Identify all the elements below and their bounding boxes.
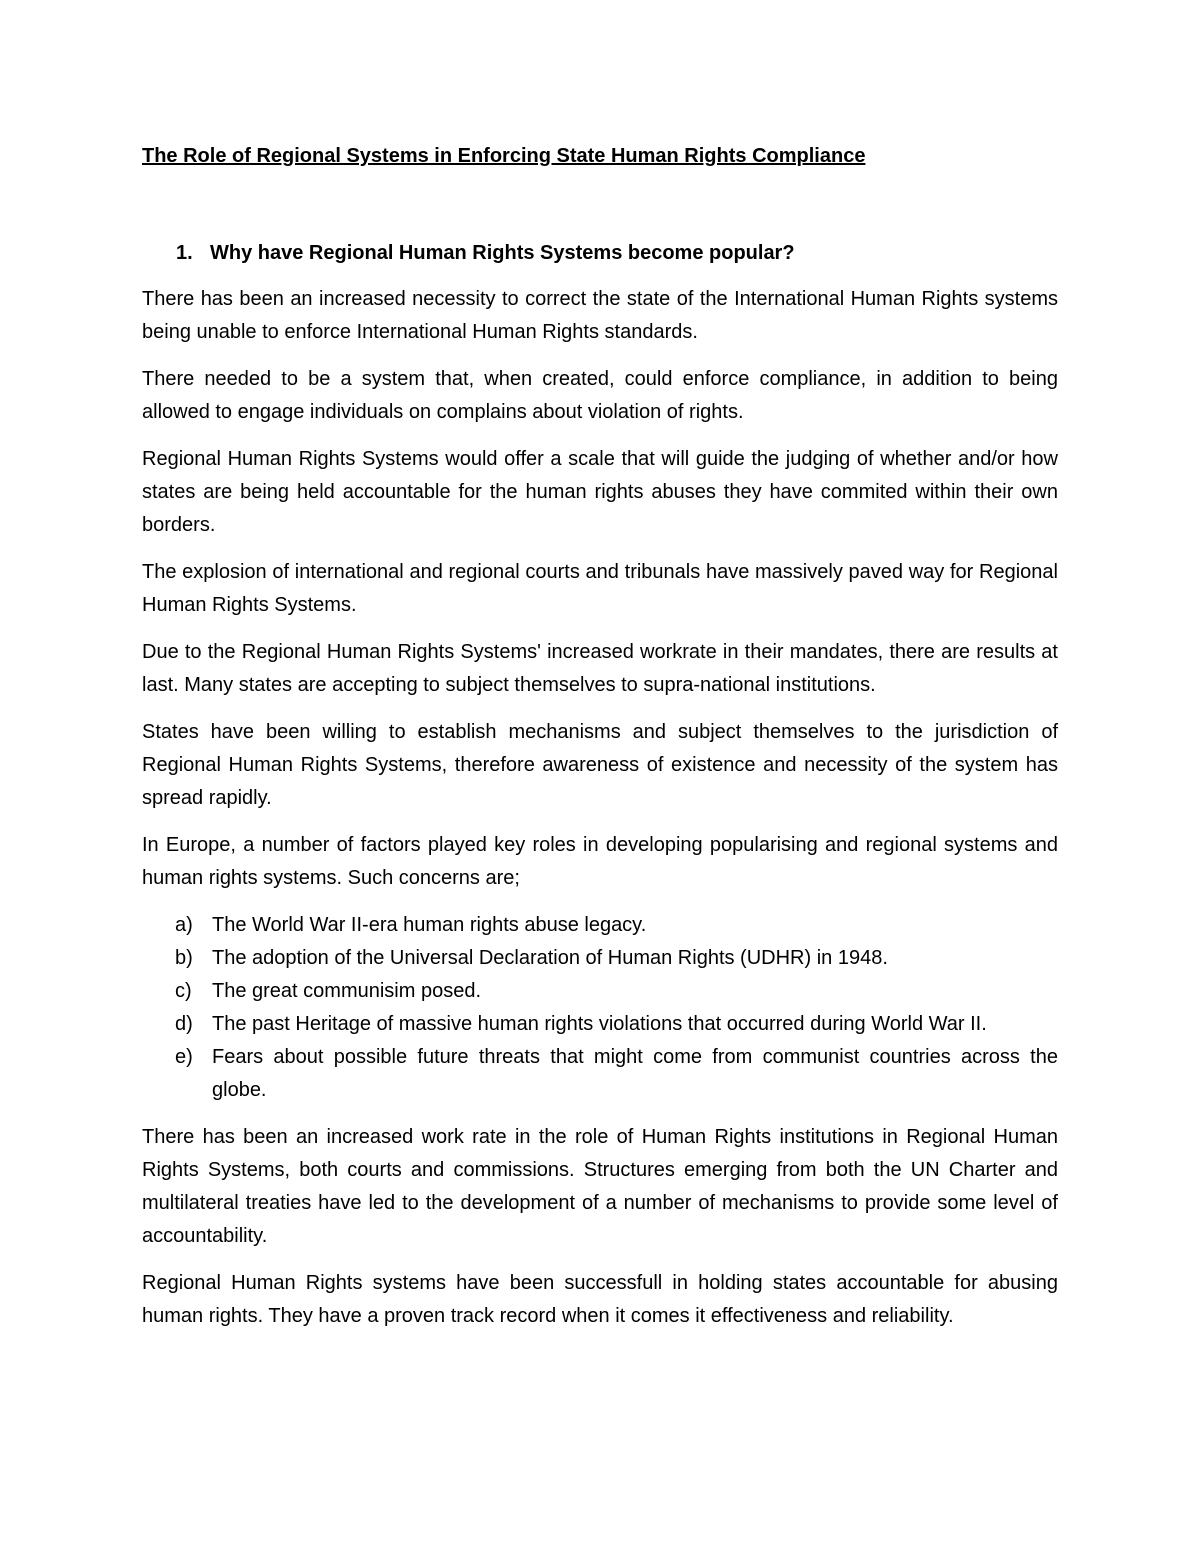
list-marker: d) bbox=[175, 1013, 193, 1035]
list-item bbox=[142, 1008, 1058, 1041]
list-item-text: The past Heritage of massive human rights violations that occurred during World War II. bbox=[212, 1013, 987, 1035]
paragraph: There needed to be a system that, when created, could enforce compliance, in addition to being allowed to engage individuals on complains about violation of rights. bbox=[142, 368, 1058, 423]
paragraph: There has been an increased work rate in the role of Human Rights institutions in Regional Human Rights Systems, both courts and commissions. Structures emerging from both the UN Charter and multilateral treaties have led to the development of a number of mechanisms to provide some level of accountability. bbox=[142, 1126, 1058, 1247]
list-marker: e) bbox=[175, 1046, 193, 1068]
question-heading bbox=[142, 237, 1058, 270]
document-page bbox=[142, 140, 1058, 1347]
paragraph: Due to the Regional Human Rights Systems' increased workrate in their mandates, there are results at last. Many states are accepting to subject themselves to supra-national institutions. bbox=[142, 641, 1058, 696]
list-item bbox=[142, 975, 1058, 1008]
list-item bbox=[142, 1041, 1058, 1107]
list-item-text: Fears about possible future threats that might come from communist countries across the globe. bbox=[212, 1046, 1058, 1101]
paragraph: The explosion of international and regional courts and tribunals have massively paved way for Regional Human Rights Systems. bbox=[142, 561, 1058, 616]
paragraph: Regional Human Rights Systems would offer a scale that will guide the judging of whether and/or how states are being held accountable for the human rights abuses they have commited within their own borders. bbox=[142, 448, 1058, 536]
list-item-text: The great communisim posed. bbox=[212, 980, 482, 1002]
factors-list bbox=[142, 909, 1058, 1107]
question-text: Why have Regional Human Rights Systems become popular? bbox=[210, 242, 795, 264]
paragraph: Regional Human Rights systems have been successfull in holding states accountable for abusing human rights. They have a proven track record when it comes it effectiveness and reliability. bbox=[142, 1272, 1058, 1327]
question-number: 1. bbox=[176, 242, 193, 264]
document-title: The Role of Regional Systems in Enforcing State Human Rights Compliance bbox=[142, 145, 866, 167]
list-marker: b) bbox=[175, 947, 193, 969]
list-item-text: The adoption of the Universal Declaration of Human Rights (UDHR) in 1948. bbox=[212, 947, 888, 969]
list-item-text: The World War II-era human rights abuse legacy. bbox=[212, 914, 647, 936]
list-marker: a) bbox=[175, 914, 193, 936]
paragraph: In Europe, a number of factors played key roles in developing popularising and regional systems and human rights systems. Such concerns are; bbox=[142, 834, 1058, 889]
list-marker: c) bbox=[175, 980, 192, 1002]
paragraph: There has been an increased necessity to correct the state of the International Human Rights systems being unable to enforce International Human Rights standards. bbox=[142, 288, 1058, 343]
paragraph: States have been willing to establish mechanisms and subject themselves to the jurisdiction of Regional Human Rights Systems, therefore awareness of existence and necessity of the system has spread rapidly. bbox=[142, 721, 1058, 809]
list-item bbox=[142, 942, 1058, 975]
list-item bbox=[142, 909, 1058, 942]
